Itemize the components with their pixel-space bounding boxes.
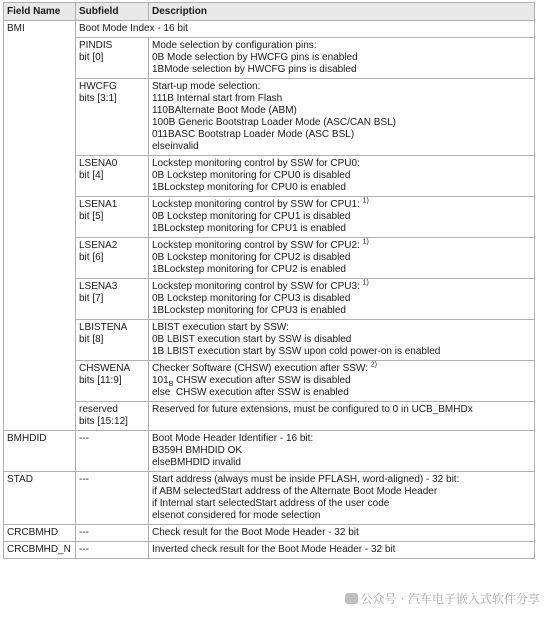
description-cell bbox=[149, 431, 535, 472]
table-row bbox=[4, 156, 535, 197]
subfield-bits: bit [6] bbox=[79, 252, 104, 263]
table-header-row bbox=[4, 3, 535, 21]
footnote-marker: 1) bbox=[362, 197, 369, 205]
description-line: 1B LBIST execution start by SSW upon cold power-on is enabled bbox=[152, 346, 441, 357]
description-line: if ABM selectedStart address of the Alternate Boot Mode Header bbox=[152, 486, 438, 497]
table-row-bmi bbox=[4, 21, 535, 38]
subfield-cell bbox=[76, 279, 149, 320]
subfield-cell bbox=[76, 320, 149, 361]
table-row bbox=[4, 79, 535, 156]
subfield-cell bbox=[76, 238, 149, 279]
subfield-name: reserved bbox=[79, 404, 118, 415]
watermark bbox=[345, 590, 540, 607]
description-text: Lockstep monitoring control by SSW for CPU2: bbox=[152, 240, 360, 251]
description-line: elsenot considered for mode selection bbox=[152, 510, 321, 521]
subfield-name: LSENA3 bbox=[79, 281, 118, 292]
description-cell bbox=[149, 197, 535, 238]
description-line: Check result for the Boot Mode Header - 32 bit bbox=[152, 527, 359, 538]
field-name-cell: STAD bbox=[4, 472, 76, 525]
description-line: 0B Lockstep monitoring for CPU1 is disabled bbox=[152, 211, 351, 222]
description-line: 0B Lockstep monitoring for CPU2 is disabled bbox=[152, 252, 351, 263]
subfield-bits: bits [15:12] bbox=[79, 416, 128, 427]
description-line: 0B LBIST execution start by SSW is disabled bbox=[152, 334, 352, 345]
table-row bbox=[4, 320, 535, 361]
header-subfield: Subfield bbox=[76, 3, 149, 21]
description-line: 111B Internal start from Flash bbox=[152, 93, 283, 104]
description-line: Inverted check result for the Boot Mode Header - 32 bit bbox=[152, 544, 396, 555]
description-line: Reserved for future extensions, must be configured to 0 in UCB_BMHDx bbox=[152, 404, 473, 415]
description-cell bbox=[149, 361, 535, 402]
description-cell bbox=[149, 79, 535, 156]
description-line: elseBMHDID invalid bbox=[152, 457, 241, 468]
description-line: Boot Mode Header Identifier - 16 bit: bbox=[152, 433, 314, 444]
subfield-name: LSENA1 bbox=[79, 199, 118, 210]
description-line: 1BLockstep monitoring for CPU0 is enabled bbox=[152, 182, 346, 193]
description-line: 1BMode selection by HWCFG pins is disabled bbox=[152, 64, 357, 75]
subfield-cell bbox=[76, 197, 149, 238]
description-line: if Internal start selectedStart address of the user code bbox=[152, 498, 390, 509]
chsw-code-base: B bbox=[168, 381, 174, 388]
description-cell bbox=[149, 279, 535, 320]
subfield-bits: bit [8] bbox=[79, 334, 104, 345]
description-text: Checker Software (CHSW) execution after SSW: bbox=[152, 363, 368, 374]
table-row-stad bbox=[4, 472, 535, 525]
description-line: Start address (always must be inside PFLASH, word-aligned) - 32 bit: bbox=[152, 474, 460, 485]
chsw-code: 101 bbox=[152, 375, 169, 386]
boot-mode-header-table bbox=[3, 2, 535, 559]
bmi-description: Boot Mode Index - 16 bit bbox=[76, 21, 535, 38]
description-line: B359H BMHDID OK bbox=[152, 445, 243, 456]
subfield-name: LBISTENA bbox=[79, 322, 128, 333]
description-line: 0B Lockstep monitoring for CPU3 is disabled bbox=[152, 293, 351, 304]
table-row bbox=[4, 197, 535, 238]
footnote-marker: 2) bbox=[370, 361, 378, 369]
table-row bbox=[4, 402, 535, 431]
subfield-bits: bit [5] bbox=[79, 211, 104, 222]
description-text: Lockstep monitoring control by SSW for CPU3: bbox=[152, 281, 360, 292]
description-cell bbox=[149, 320, 535, 361]
description-line-with-code bbox=[152, 375, 531, 387]
description-cell bbox=[149, 238, 535, 279]
description-cell bbox=[149, 402, 535, 431]
subfield-cell bbox=[76, 402, 149, 431]
description-line: Start-up mode selection: bbox=[152, 81, 261, 92]
table-row bbox=[4, 361, 535, 402]
table-row bbox=[4, 279, 535, 320]
field-name-bmi: BMI bbox=[4, 21, 76, 431]
description-line-with-footnote bbox=[152, 363, 531, 375]
description-line: 1BLockstep monitoring for CPU2 is enabled bbox=[152, 264, 346, 275]
subfield-bits: bit [0] bbox=[79, 52, 104, 63]
subfield-name: PINDIS bbox=[79, 40, 113, 51]
description-cell bbox=[149, 542, 535, 559]
table-row-crcbmhd bbox=[4, 525, 535, 542]
footnote-marker: 1) bbox=[362, 238, 369, 246]
description-line: 100B Generic Bootstrap Loader Mode (ASC/CAN BSL) bbox=[152, 117, 397, 128]
subfield-name: LSENA0 bbox=[79, 158, 118, 169]
description-line-with-footnote bbox=[152, 281, 531, 293]
description-line-with-footnote bbox=[152, 199, 531, 211]
description-cell bbox=[149, 472, 535, 525]
subfield-name: LSENA2 bbox=[79, 240, 118, 251]
header-description: Description bbox=[149, 3, 535, 21]
subfield-cell bbox=[76, 361, 149, 402]
subfield-bits: bit [4] bbox=[79, 170, 104, 181]
table-row-bmhdid bbox=[4, 431, 535, 472]
subfield-cell bbox=[76, 38, 149, 79]
description-line: 110BAlternate Boot Mode (ABM) bbox=[152, 105, 297, 116]
subfield-bits: bits [11:9] bbox=[79, 375, 122, 386]
description-line: 1BLockstep monitoring for CPU3 is enabled bbox=[152, 305, 346, 316]
description-cell bbox=[149, 156, 535, 197]
table-row bbox=[4, 238, 535, 279]
description-line: 0B Lockstep monitoring for CPU0 is disabled bbox=[152, 170, 351, 181]
description-text: Lockstep monitoring control by SSW for CPU1: bbox=[152, 199, 360, 210]
description-line: else CHSW execution after SSW is enabled bbox=[152, 387, 349, 398]
description-line: 0B Mode selection by HWCFG pins is enabled bbox=[152, 52, 358, 63]
description-cell bbox=[149, 525, 535, 542]
subfield-name: CHSWENA bbox=[79, 363, 131, 374]
description-text: CHSW execution after SSW is disabled bbox=[176, 375, 351, 386]
subfield-bits: bit [7] bbox=[79, 293, 104, 304]
wechat-icon bbox=[345, 593, 358, 604]
subfield-cell bbox=[76, 79, 149, 156]
subfield-cell: --- bbox=[76, 472, 149, 525]
table-row bbox=[4, 38, 535, 79]
field-name-cell: CRCBMHD bbox=[4, 525, 76, 542]
description-line: Mode selection by configuration pins: bbox=[152, 40, 317, 51]
description-cell bbox=[149, 38, 535, 79]
header-field-name: Field Name bbox=[4, 3, 76, 21]
watermark-text: 公众号 · 汽车电子嵌入式软件分享 bbox=[360, 592, 540, 606]
field-name-cell: BMHDID bbox=[4, 431, 76, 472]
description-line-with-footnote bbox=[152, 240, 531, 252]
footnote-marker: 1) bbox=[362, 279, 369, 287]
subfield-name: HWCFG bbox=[79, 81, 117, 92]
subfield-cell: --- bbox=[76, 542, 149, 559]
description-line: Lockstep monitoring control by SSW for CPU0: bbox=[152, 158, 360, 169]
subfield-bits: bits [3:1] bbox=[79, 93, 117, 104]
description-line: 011BASC Bootstrap Loader Mode (ASC BSL) bbox=[152, 129, 355, 140]
subfield-cell: --- bbox=[76, 525, 149, 542]
subfield-cell bbox=[76, 156, 149, 197]
subfield-cell: --- bbox=[76, 431, 149, 472]
description-line: LBIST execution start by SSW: bbox=[152, 322, 289, 333]
table-row-crcbmhd-n bbox=[4, 542, 535, 559]
description-line: elseinvalid bbox=[152, 141, 199, 152]
field-name-cell: CRCBMHD_N bbox=[4, 542, 76, 559]
description-line: 1BLockstep monitoring for CPU1 is enabled bbox=[152, 223, 346, 234]
